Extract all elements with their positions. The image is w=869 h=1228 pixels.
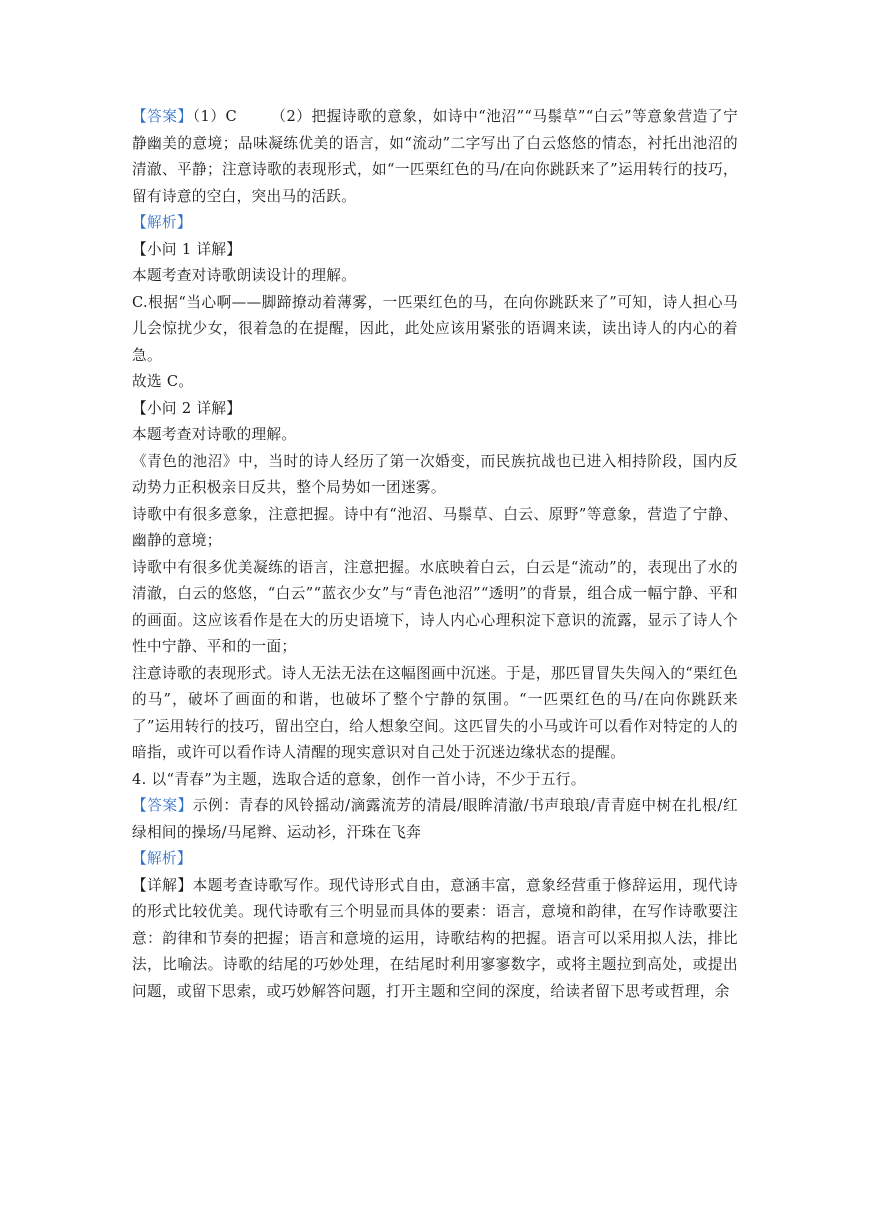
answer-tag: 【答案】 bbox=[132, 108, 193, 125]
question-1-paragraph: 本题考查对诗歌朗读设计的理解。 bbox=[132, 267, 357, 284]
question-2-paragraph: 本题考查对诗歌的理解。 bbox=[132, 426, 297, 443]
answer-tag: 【答案】 bbox=[132, 797, 193, 814]
answer-part-2: （2）把握诗歌的意象，如诗中“池沼”“马鬃草”“白云”等意象营造了宁静幽美的意境；品味凝练优美的语言，如“流动”二字写出了白云悠悠的情态，衬托出池沼的清澈、平静；注意诗歌的表现形式，如“一匹栗红色的马/在向你跳跃来了”运用转行的技巧，留有诗意的空白，突出马的活跃。 bbox=[132, 108, 739, 205]
question-1-paragraph: C.根据“当心啊——脚蹄撩动着薄雾，一匹栗红色的马，在向你跳跃来了”可知，诗人担心马儿会惊扰少女，很着急的在提醒，因此，此处应该用紧张的语调来读，读出诗人的内心的着急。 bbox=[132, 293, 738, 364]
analysis-tag: 【解析】 bbox=[132, 850, 192, 867]
document-page bbox=[132, 104, 738, 1005]
analysis-tag: 【解析】 bbox=[132, 214, 192, 231]
detail-paragraph bbox=[132, 873, 738, 1006]
question-2-paragraph: 《青色的池沼》中，当时的诗人经历了第一次婚变，而民族抗战也已进入相持阶段，国内反动势力正积极亲日反共，整个局势如一团迷雾。 bbox=[132, 452, 738, 496]
question-4-prompt: 4. 以“青春”为主题，选取合适的意象，创作一首小诗，不少于五行。 bbox=[132, 770, 586, 788]
question-1-paragraph: 故选 C。 bbox=[132, 373, 194, 390]
question-2-heading: 【小问 2 详解】 bbox=[132, 399, 242, 417]
question-4-answer bbox=[132, 793, 738, 846]
question-2-paragraph: 诗歌中有很多意象，注意把握。诗中有“池沼、马鬃草、白云、原野”等意象，营造了宁静、幽静的意境； bbox=[132, 505, 738, 549]
question-2-paragraph: 诗歌中有很多优美凝练的语言，注意把握。水底映着白云，白云是“流动”的，表现出了水的清澈，白云的悠悠，“白云”“蓝衣少女”与“青色池沼”“透明”的背景，组合成一幅宁静、平和的画面。这应该看作是在大的历史语境下，诗人内心心理积淀下意识的流露，显示了诗人个性中宁静、平和的一面； bbox=[132, 558, 738, 655]
question-1-heading: 【小问 1 详解】 bbox=[132, 240, 242, 258]
answer-part-1: （1）C bbox=[192, 108, 238, 125]
detail-text: 本题考查诗歌写作。现代诗形式自由，意涵丰富，意象经营重于修辞运用，现代诗的形式比较优美。现代诗歌有三个明显而具体的要素：语言，意境和韵律，在写作诗歌要注意：韵律和节奏的把握；语言和意境的运用，诗歌结构的把握。语言可以采用拟人法，排比法，比喻法。诗歌的结尾的巧妙处理，在结尾时利用寥寥数字，或将主题拉到高处，或提出问题，或留下思索，或巧妙解答问题，打开主题和空间的深度，给读者留下思考或哲理，余 bbox=[132, 876, 738, 1000]
answer-text: 示例：青春的风铃摇动/滴露流芳的清晨/眼眸清澈/书声琅琅/青青庭中树在扎根/红绿相间的操场/马尾辫、运动衫，汗珠在飞奔 bbox=[132, 797, 738, 841]
detail-tag: 【详解】 bbox=[132, 876, 193, 894]
answer-paragraph bbox=[132, 104, 738, 210]
question-2-paragraph: 注意诗歌的表现形式。诗人无法无法在这幅图画中沉迷。于是，那匹冒冒失失闯入的“栗红色的马”，破坏了画面的和谐，也破坏了整个宁静的氛围。“一匹栗红色的马/在向你跳跃来了”运用转行的技巧，留出空白，给人想象空间。这匹冒失的小马或许可以看作对特定的人的暗指，或许可以看作诗人清醒的现实意识对自己处于沉迷边缘状态的提醒。 bbox=[132, 664, 738, 761]
